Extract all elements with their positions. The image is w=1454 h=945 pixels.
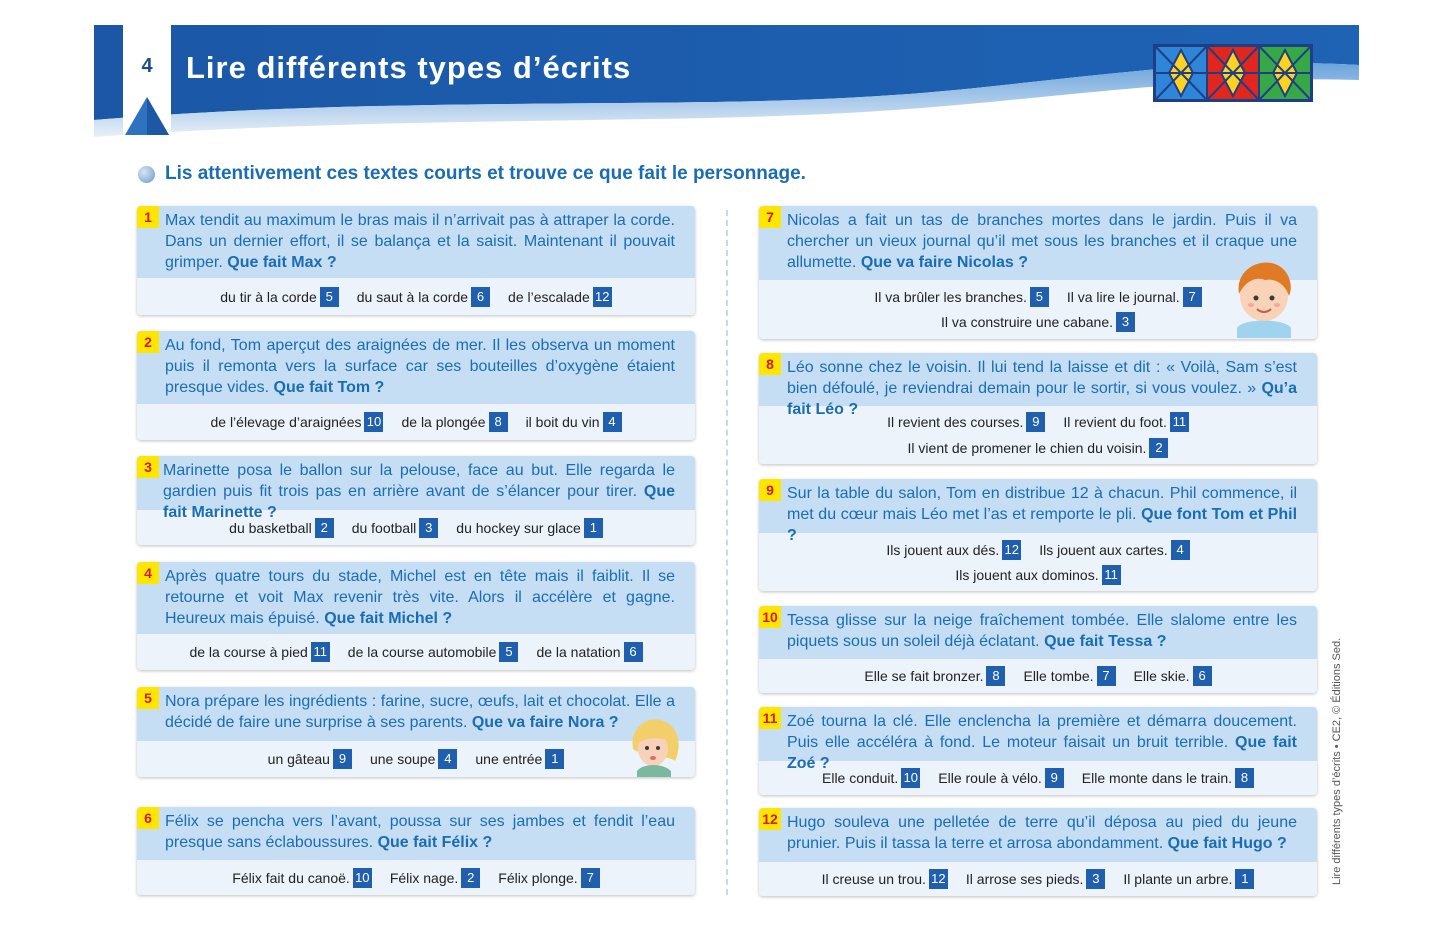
answer-option[interactable]: Il va lire le journal. 7: [1067, 287, 1202, 307]
answer-code: 11: [1170, 412, 1189, 432]
exercise-card-7: [759, 206, 1317, 339]
answer-option[interactable]: de la natation 6: [536, 642, 642, 662]
answer-code: 2: [1149, 438, 1168, 458]
card-number-badge: 11: [759, 707, 781, 729]
boy-illustration-icon: [1229, 256, 1299, 338]
answer-code: 3: [1086, 869, 1105, 889]
answer-code: 10: [353, 868, 372, 888]
answer-code: 10: [901, 768, 920, 788]
answer-code: 4: [438, 749, 457, 769]
answer-code: 3: [1116, 312, 1135, 332]
answer-option[interactable]: de la course à pied 11: [189, 642, 329, 662]
card-text: Léo sonne chez le voisin. Il lui tend la laisse et dit : « Voilà, Sam s’est bien défoulé, je reviendrai demain pour le sortir, si vous voulez. » Qu’a fait Léo ?: [759, 353, 1317, 406]
answer-option[interactable]: Ils jouent aux dés. 12: [886, 540, 1021, 560]
card-text: Zoé tourna la clé. Elle enclencha la première et démarra doucement. Puis elle accéléra à fond. Le moteur faisait un bruit terrible. Que fait Zoé ?: [759, 707, 1317, 761]
card-answers: [137, 634, 695, 670]
exercise-card-8: [759, 353, 1317, 464]
card-question: Que font Tom et Phil ?: [787, 506, 1298, 544]
answer-option[interactable]: une soupe 4: [370, 749, 457, 769]
answer-code: 5: [320, 287, 339, 307]
answer-option[interactable]: Félix nage. 2: [390, 868, 480, 888]
answer-code: 9: [333, 749, 352, 769]
card-question: Que fait Michel ?: [324, 610, 453, 627]
card-number-badge: 7: [759, 206, 781, 228]
answer-option[interactable]: Ils jouent aux dominos. 11: [955, 565, 1120, 585]
card-number-badge: 12: [759, 808, 781, 830]
answer-option[interactable]: Elle monte dans le train. 8: [1082, 768, 1254, 788]
answer-code: 6: [1193, 666, 1212, 686]
card-number-badge: 3: [137, 456, 159, 478]
answer-code: 11: [311, 642, 330, 662]
answer-code: 3: [419, 518, 438, 538]
card-question: Que fait Zoé ?: [787, 734, 1297, 772]
exercise-card-1: [137, 206, 695, 315]
exercise-card-3: [137, 456, 695, 545]
answer-code: 4: [603, 412, 622, 432]
answer-code: 11: [1102, 565, 1121, 585]
card-text: Hugo souleva une pelletée de terre qu’il déposa au pied du jeune prunier. Puis il tassa la terre et arrosa abondamment. Que fait Hugo ?: [759, 808, 1317, 862]
answer-code: 8: [986, 666, 1005, 686]
answer-option[interactable]: du basketball 2: [229, 518, 334, 538]
diamond-logo-icon: [1153, 44, 1313, 102]
girl-illustration-icon: [625, 715, 685, 777]
chapter-number: 4: [141, 55, 153, 77]
answer-code: 8: [1235, 768, 1254, 788]
card-answers: [137, 404, 695, 440]
card-answers: [137, 860, 695, 895]
card-question: Que fait Tessa ?: [1044, 633, 1167, 650]
answer-option[interactable]: du hockey sur glace 1: [456, 518, 603, 538]
answer-option[interactable]: un gâteau 9: [268, 749, 352, 769]
answer-code: 10: [364, 412, 383, 432]
exercise-card-6: [137, 807, 695, 895]
answer-code: 6: [624, 642, 643, 662]
answer-option[interactable]: Il va construire une cabane. 3: [941, 312, 1135, 332]
card-answers: [759, 761, 1317, 795]
answer-option[interactable]: Il vient de promener le chien du voisin. 2: [908, 438, 1169, 458]
card-text: Nora prépare les ingrédients : farine, sucre, œufs, lait et chocolat. Elle a décidé de faire une surprise à ses parents. Que va faire Nora ?: [137, 687, 695, 741]
card-answers: [759, 862, 1317, 896]
answer-code: 4: [1171, 540, 1190, 560]
exercise-card-11: [759, 707, 1317, 795]
exercise-card-9: [759, 479, 1317, 591]
copyright-note: Lire différents types d’écrits • CE2, © Éditions Sed.: [1331, 637, 1343, 885]
card-number-badge: 10: [759, 606, 781, 628]
answer-option[interactable]: Elle tombe. 7: [1023, 666, 1115, 686]
card-answers: [759, 533, 1317, 591]
answer-code: 9: [1045, 768, 1064, 788]
answer-option[interactable]: Félix plonge. 7: [498, 868, 599, 888]
card-text: Au fond, Tom aperçut des araignées de mer. Il les observa un moment puis il remonta vers la surface car ses bouteilles d’oxygène étaient presque vides. Que fait Tom ?: [137, 331, 695, 404]
answer-code: 1: [545, 749, 564, 769]
answer-option[interactable]: Il arrose ses pieds. 3: [966, 869, 1106, 889]
card-answers: [759, 659, 1317, 693]
answer-option[interactable]: il boit du vin 4: [526, 412, 622, 432]
answer-code: 7: [1183, 287, 1202, 307]
answer-option[interactable]: Il creuse un trou. 12: [822, 869, 948, 889]
card-number-badge: 4: [137, 562, 159, 584]
card-number-badge: 9: [759, 479, 781, 501]
answer-code: 12: [929, 869, 948, 889]
answer-code: 12: [1002, 540, 1021, 560]
answer-code: 6: [471, 287, 490, 307]
answer-option[interactable]: Elle se fait bronzer. 8: [864, 666, 1005, 686]
answer-code: 5: [1030, 287, 1049, 307]
answer-option[interactable]: du football 3: [352, 518, 439, 538]
card-text: Nicolas a fait un tas de branches mortes dans le jardin. Puis il va chercher un vieux journal qu’il met sous les branches et il craque une allumette. Que va faire Nicolas ?: [759, 206, 1317, 280]
card-number-badge: 5: [137, 687, 159, 709]
card-question: Que fait Max ?: [227, 254, 337, 271]
card-answers: [137, 741, 695, 777]
card-answers: [759, 406, 1317, 464]
answer-option[interactable]: du tir à la corde 5: [220, 287, 339, 307]
answer-option[interactable]: de l’élevage d’araignées 10: [210, 412, 383, 432]
answer-code: 12: [593, 287, 612, 307]
exercise-card-10: [759, 606, 1317, 693]
answer-option[interactable]: du saut à la corde 6: [357, 287, 490, 307]
card-number-badge: 8: [759, 353, 781, 375]
answer-code: 7: [581, 868, 600, 888]
answer-option[interactable]: de la course automobile 5: [348, 642, 519, 662]
answer-code: 9: [1026, 412, 1045, 432]
card-number-badge: 1: [137, 206, 159, 228]
answer-option[interactable]: Félix fait du canoë. 10: [232, 868, 372, 888]
card-question: Que fait Félix ?: [377, 834, 493, 851]
answer-option[interactable]: Ils jouent aux cartes. 4: [1039, 540, 1189, 560]
card-question: Que fait Hugo ?: [1167, 835, 1287, 852]
card-text: Félix se pencha vers l’avant, poussa sur ses jambes et fendit l’eau presque sans éclaboussures. Que fait Félix ?: [137, 807, 695, 860]
card-text: Sur la table du salon, Tom en distribue 12 à chacun. Phil commence, il met du cœur mais Léo met l’as et remporte le pli. Que font Tom et Phil ?: [759, 479, 1317, 533]
card-question: Qu’a fait Léo ?: [787, 380, 1297, 418]
answer-code: 2: [461, 868, 480, 888]
answer-code: 8: [489, 412, 508, 432]
exercise-card-2: [137, 331, 695, 440]
answer-option[interactable]: Elle roule à vélo. 9: [938, 768, 1064, 788]
card-question: Que va faire Nora ?: [471, 714, 619, 731]
column-divider: [726, 210, 728, 895]
answer-code: 1: [584, 518, 603, 538]
triangle-icon: [123, 95, 171, 137]
answer-option[interactable]: Il revient du foot. 11: [1063, 412, 1189, 432]
answer-option[interactable]: de la plongée 8: [401, 412, 507, 432]
answer-option[interactable]: de l’escalade 12: [508, 287, 612, 307]
answer-code: 5: [499, 642, 518, 662]
instruction: [138, 163, 806, 185]
chapter-tab: [123, 25, 171, 137]
exercise-card-4: [137, 562, 695, 670]
card-question: Que va faire Nicolas ?: [860, 254, 1028, 271]
card-text: Marinette posa le ballon sur la pelouse, face au but. Elle regarda le gardien puis fit trois pas en arrière avant de s’élancer pour tirer. Que fait Marinette ?: [137, 456, 695, 510]
answer-code: 7: [1097, 666, 1116, 686]
card-number-badge: 6: [137, 807, 159, 829]
card-number-badge: 2: [137, 331, 159, 353]
answer-option[interactable]: une entrée 1: [475, 749, 564, 769]
card-answers: [137, 278, 695, 315]
card-question: Que fait Tom ?: [273, 379, 385, 396]
answer-option[interactable]: Il va brûler les branches. 5: [874, 287, 1049, 307]
bullet-icon: [138, 166, 155, 183]
answer-option[interactable]: Elle skie. 6: [1134, 666, 1212, 686]
answer-code: 2: [315, 518, 334, 538]
exercise-card-5: [137, 687, 695, 777]
card-text: Tessa glisse sur la neige fraîchement tombée. Elle slalome entre les piquets sous un soleil déjà éclatant. Que fait Tessa ?: [759, 606, 1317, 659]
answer-option[interactable]: Elle conduit. 10: [822, 768, 920, 788]
page-title: Lire différents types d’écrits: [186, 50, 632, 85]
answer-code: 1: [1235, 869, 1254, 889]
answer-option[interactable]: Il revient des courses. 9: [887, 412, 1045, 432]
card-question: Que fait Marinette ?: [163, 483, 675, 521]
instruction-text: Lis attentivement ces textes courts et trouve ce que fait le personnage.: [165, 163, 806, 184]
card-text: Après quatre tours du stade, Michel est en tête mais il faiblit. Il se retourne et voit Max revenir très vite. Alors il accélère et gagne. Heureux mais épuisé. Que fait Michel ?: [137, 562, 695, 634]
answer-option[interactable]: Il plante un arbre. 1: [1123, 869, 1254, 889]
card-text: Max tendit au maximum le bras mais il n’arrivait pas à attraper la corde. Dans un dernier effort, il se balança et la saisit. Maintenant il pouvait grimper. Que fait Max ?: [137, 206, 695, 278]
exercise-card-12: [759, 808, 1317, 896]
